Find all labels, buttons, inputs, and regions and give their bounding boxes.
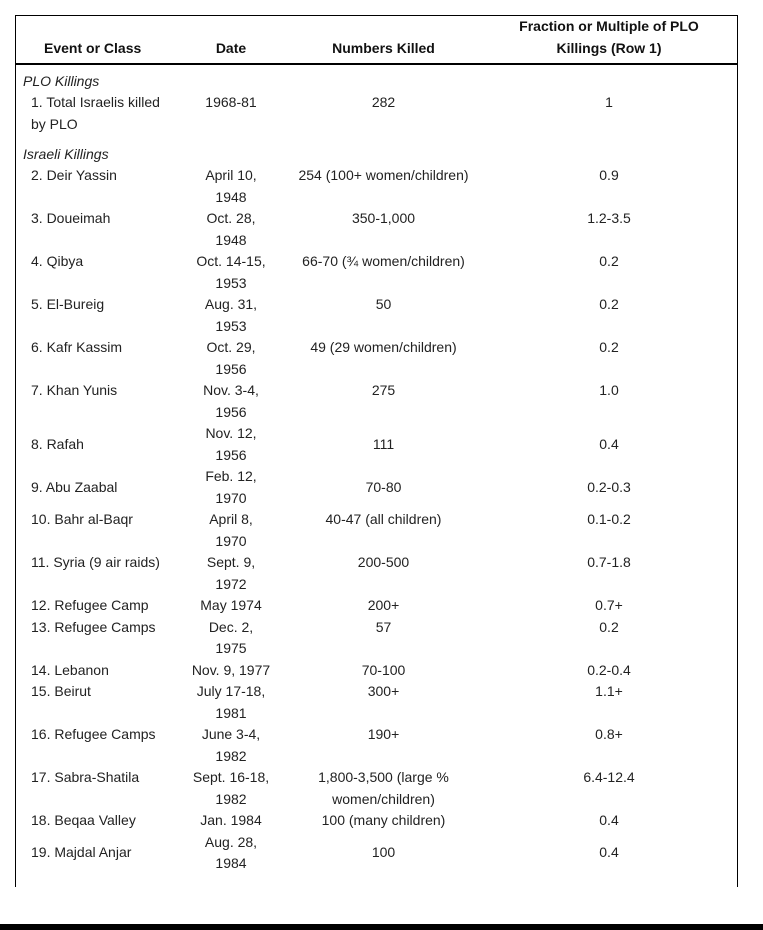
fraction-cell: 0.4 [599,812,619,828]
numbers-line1: 70-100 [361,661,406,678]
fraction-cell: 0.2 [599,253,619,269]
date-line1: Aug. 31, [204,296,258,312]
date-line1: Aug. 28, [204,833,258,850]
date-cell [176,595,286,617]
date-line1: Sept. 9, [206,554,256,570]
header-fraction [481,15,737,64]
event-cell: 10. Bahr al-Baqr [31,511,133,527]
event-cell: 8. Rafah [31,435,84,452]
numbers-line1: 300+ [367,683,400,699]
date-cell [176,208,286,251]
event-cell: 12. Refugee Camp [31,597,149,613]
date-cell [176,617,286,660]
header-date: Date [176,15,286,64]
killings-table [16,15,737,875]
plo-row-fraction: 1 [605,94,613,110]
header-event: Event or Class [16,15,176,64]
event-cell: 3. Doueimah [31,210,111,226]
numbers-cell [286,165,481,208]
date-line1: Oct. 14-15, [196,253,266,269]
fraction-cell: 0.7-1.8 [587,554,631,570]
date-line2: 1948 [215,188,247,205]
event-cell: 13. Refugee Camps [31,618,156,635]
numbers-cell [286,294,481,337]
numbers-line1: 100 [371,844,396,861]
date-line1: Jan. 1984 [200,812,262,828]
header-fraction-line2: Killings (Row 1) [556,40,662,56]
date-line2: 1972 [215,575,247,592]
table-row [16,767,737,810]
header-fraction-line1: Fraction or Multiple of PLO [519,18,699,34]
date-line2: 1975 [215,640,247,656]
date-line2: 1956 [215,360,247,377]
numbers-line1: 70-80 [365,478,402,495]
date-cell [176,294,286,337]
event-cell: 6. Kafr Kassim [31,339,123,355]
numbers-line1: 275 [371,382,396,398]
numbers-line1: 254 (100+ women/children) [298,167,469,183]
numbers-cell [286,423,481,466]
event-cell: 7. Khan Yunis [31,382,118,398]
date-cell [176,767,286,810]
table-row [16,294,737,337]
table-row [16,509,737,552]
date-line2: 1948 [215,231,247,248]
numbers-cell [286,251,481,294]
fraction-cell: 0.7+ [595,597,623,613]
section-israeli-killings: Israeli Killings [23,145,109,162]
section-plo-killings: PLO Killings [23,72,100,89]
numbers-cell [286,208,481,251]
numbers-line1: 111 [372,435,395,452]
event-cell: 9. Abu Zaabal [31,478,118,495]
numbers-cell [286,767,481,810]
numbers-line1: 40-47 (all children) [325,511,442,527]
date-line1: Oct. 28, [206,210,256,226]
header-numbers: Numbers Killed [286,15,481,64]
fraction-cell: 0.2 [599,296,619,312]
date-line1: Nov. 3-4, [203,382,259,398]
event-cell: 15. Beirut [31,683,91,699]
date-line2: 1982 [215,790,247,807]
date-line2: 1956 [215,403,247,420]
numbers-line2: women/children) [332,790,435,807]
numbers-cell [286,617,481,660]
fraction-cell: 0.2 [599,618,619,635]
numbers-line1: 200+ [367,597,400,613]
numbers-cell [286,552,481,595]
date-cell [176,724,286,767]
numbers-line1: 1,800-3,500 (large % [318,769,449,785]
date-line1: July 17-18, [196,683,266,699]
event-cell: 16. Refugee Camps [31,726,156,742]
date-cell [176,423,286,466]
fraction-cell: 6.4-12.4 [583,769,635,785]
date-line1: Sept. 16-18, [192,769,270,785]
event-cell: 18. Beqaa Valley [31,812,136,828]
table-row [16,552,737,595]
fraction-cell: 1.1+ [595,683,623,699]
fraction-cell: 0.2-0.3 [587,478,631,495]
numbers-line1: 50 [375,296,392,312]
fraction-cell: 0.4 [599,435,619,452]
numbers-line1: 100 (many children) [321,812,446,828]
event-cell: 11. Syria (9 air raids) [31,554,160,570]
numbers-cell [286,810,481,832]
fraction-cell: 1.0 [599,382,619,398]
numbers-cell [286,660,481,682]
plo-row-event [16,92,176,135]
numbers-cell [286,337,481,380]
table-row [16,165,737,208]
date-line1: Nov. 12, [205,425,257,441]
table-row [16,423,737,466]
numbers-line1: 57 [375,618,392,635]
fraction-cell: 0.4 [599,844,619,861]
date-line2: 1981 [215,704,247,721]
table-row [16,724,737,767]
date-line1: Feb. 12, [205,468,257,484]
date-cell [176,660,286,682]
date-line2: 1970 [215,489,247,506]
fraction-cell: 0.1-0.2 [587,511,631,527]
date-cell [176,165,286,208]
date-line1: June 3-4, [201,726,261,742]
date-line2: 1970 [215,532,247,549]
fraction-cell: 0.2 [599,339,619,355]
table-row [16,660,737,682]
table-row [16,251,737,294]
date-cell [176,810,286,832]
event-cell: 14. Lebanon [31,661,109,678]
table-row [16,208,737,251]
date-cell [176,832,286,875]
date-cell [176,681,286,724]
table-row [16,595,737,617]
event-cell: 5. El-Bureig [31,296,105,312]
table-row [16,810,737,832]
date-line1: Oct. 29, [206,339,256,355]
plo-row-event-line1: 1. Total Israelis killed [31,94,160,110]
table-row [16,681,737,724]
date-line2: 1984 [215,855,247,871]
plo-row-event-line2: by PLO [31,115,78,132]
numbers-line1: 49 (29 women/children) [310,339,457,355]
numbers-cell [286,509,481,552]
numbers-cell [286,681,481,724]
date-line2: 1953 [215,317,247,334]
fraction-cell: 1.2-3.5 [587,210,631,226]
plo-row-date: 1968-81 [205,94,257,110]
event-cell: 17. Sabra-Shatila [31,769,140,785]
date-line1: Dec. 2, [208,618,254,635]
event-cell: 4. Qibya [31,253,84,269]
date-line2: 1982 [215,747,247,764]
numbers-cell [286,466,481,509]
date-line2: 1956 [215,446,247,463]
date-cell [176,466,286,509]
date-line2: 1953 [215,274,247,291]
date-cell [176,552,286,595]
table-row [16,466,737,509]
table-row [16,380,737,423]
date-line1: April 10, [205,167,257,183]
table-row [16,832,737,875]
fraction-cell: 0.2-0.4 [587,661,631,678]
numbers-cell [286,724,481,767]
plo-row-numbers: 282 [371,94,396,110]
footer-bar [0,924,763,930]
event-cell: 2. Deir Yassin [31,167,117,183]
table-row [16,337,737,380]
numbers-cell [286,380,481,423]
numbers-line1: 200-500 [357,554,410,570]
date-cell [176,509,286,552]
date-line1: May 1974 [200,597,262,613]
event-cell: 19. Majdal Anjar [31,844,132,861]
date-cell [176,337,286,380]
numbers-line1: 66-70 (¾ women/children) [302,253,465,269]
date-line1: Nov. 9, 1977 [191,661,271,678]
fraction-cell: 0.9 [599,167,619,183]
table-row [16,617,737,660]
date-cell [176,380,286,423]
numbers-cell [286,595,481,617]
date-cell [176,251,286,294]
numbers-line1: 350-1,000 [351,210,416,226]
numbers-line1: 190+ [367,726,400,742]
date-line1: April 8, [209,511,253,527]
numbers-cell [286,832,481,875]
fraction-cell: 0.8+ [595,726,623,742]
